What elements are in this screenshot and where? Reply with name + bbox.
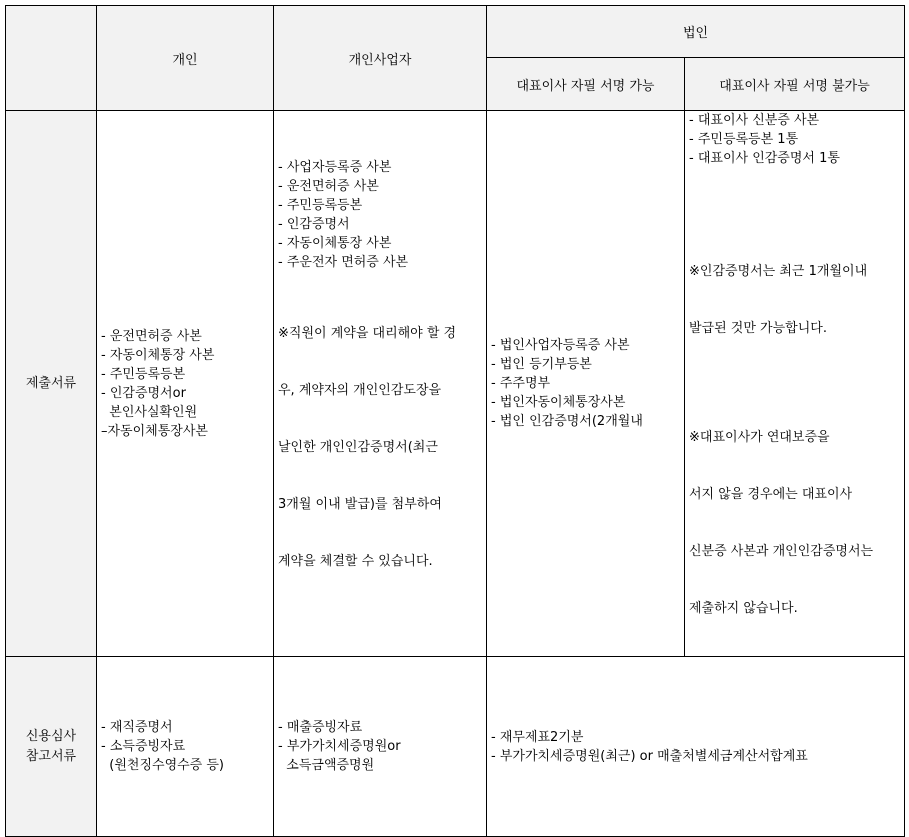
row-label-submission: [6, 111, 97, 657]
header-individual: 개인: [97, 6, 274, 111]
header-corp-cannot-sign: 대표이사 자필 서명 불가능: [685, 58, 905, 111]
header-sole-proprietor: 개인사업자: [274, 6, 487, 111]
submission-corp-cannot-sign-cell: [685, 111, 905, 657]
note-line: 제출하지 않습니다.: [689, 601, 798, 616]
certificate-note: [689, 224, 904, 376]
list-item: 본인사실확인원: [101, 404, 198, 420]
credit-corporation-cell: [487, 657, 905, 837]
list-item: –자동이체통장사본: [101, 423, 208, 439]
submission-label: 제출서류: [25, 375, 77, 391]
list-item: - 주주명부: [491, 376, 551, 391]
list-item: - 사업자등록증 사본: [278, 160, 392, 175]
guarantee-note: [689, 390, 904, 656]
list-item: - 부가가치세증명원(최근) or 매출처별세금계산서합계표: [491, 748, 808, 764]
list-item: - 자동이체통장 사본: [278, 236, 392, 251]
list-item: - 대표이사 인감증명서 1통: [689, 151, 840, 166]
list-item: - 주민등록등본: [101, 366, 186, 382]
list-item: (원천징수영수증 등): [101, 758, 225, 773]
list-item: - 대표이사 신분증 사본: [689, 113, 820, 128]
list-item: - 소득증빙자료: [101, 739, 186, 754]
note-line: 서지 않을 경우에는 대표이사: [689, 487, 853, 502]
list-item: 소득금액증명원: [278, 758, 375, 773]
note-line: 계약을 체결할 수 있습니다.: [278, 554, 433, 569]
list-item: - 운전면허증 사본: [101, 328, 202, 344]
note-line: 3개월 이내 발급)를 첨부하여: [278, 497, 442, 512]
credit-label-line: 신용심사: [25, 728, 77, 744]
note-line: 날인한 개인인감증명서(최근: [278, 440, 438, 455]
list-item: - 주민등록등본 1통: [689, 132, 799, 147]
list-item: - 매출증빙자료: [278, 720, 363, 735]
note-line: 발급된 것만 가능합니다.: [689, 321, 827, 336]
note-line: ※대표이사가 연대보증을: [689, 430, 830, 445]
list-item: - 재무제표2기분: [491, 729, 584, 745]
list-item: - 법인 인감증명서(2개월내: [491, 414, 643, 429]
submission-corp-can-sign-cell: [487, 111, 685, 657]
list-item: - 자동이체통장 사본: [101, 347, 215, 363]
header-corp-can-sign: 대표이사 자필 서명 가능: [487, 58, 685, 111]
credit-individual-list: [97, 718, 273, 775]
note-line: ※직원이 계약을 대리해야 할 경: [278, 326, 457, 341]
submission-sole-proprietor-list: [274, 158, 486, 609]
list-item: - 주민등록등본: [278, 198, 363, 213]
list-item: - 부가가치세증명원or: [278, 739, 401, 754]
list-item: - 주운전자 면허증 사본: [278, 255, 409, 270]
credit-sole-proprietor-cell: [274, 657, 487, 837]
submission-corp-can-sign-list: [487, 336, 684, 431]
list-item: - 인감증명서: [278, 217, 350, 232]
note-line: ※인감증명서는 최근 1개월이내: [689, 264, 868, 279]
document-table: [5, 5, 905, 837]
proxy-note: [278, 286, 486, 609]
header-corporation: 법인: [487, 6, 905, 58]
row-label-credit: [6, 657, 97, 837]
submission-corp-cannot-sign-list: [685, 111, 904, 656]
submission-sole-proprietor-cell: [274, 111, 487, 657]
list-item: - 재직증명서: [101, 720, 173, 735]
list-item: - 법인자동이체통장사본: [491, 395, 626, 410]
note-line: 우, 계약자의 개인인감도장을: [278, 383, 442, 398]
list-item: - 운전면허증 사본: [278, 179, 379, 194]
submission-individual-list: [97, 327, 273, 441]
list-item: - 인감증명서or: [101, 385, 186, 401]
credit-label-line: 참고서류: [25, 748, 77, 764]
corner-header-cell: [6, 6, 97, 111]
list-item: - 법인 등기부등본: [491, 357, 592, 372]
note-line: 신분증 사본과 개인인감증명서는: [689, 544, 874, 559]
credit-corporation-list: [487, 728, 904, 766]
list-item: - 법인사업자등록증 사본: [491, 338, 630, 353]
submission-individual-cell: [97, 111, 274, 657]
credit-sole-proprietor-list: [274, 718, 486, 775]
credit-individual-cell: [97, 657, 274, 837]
